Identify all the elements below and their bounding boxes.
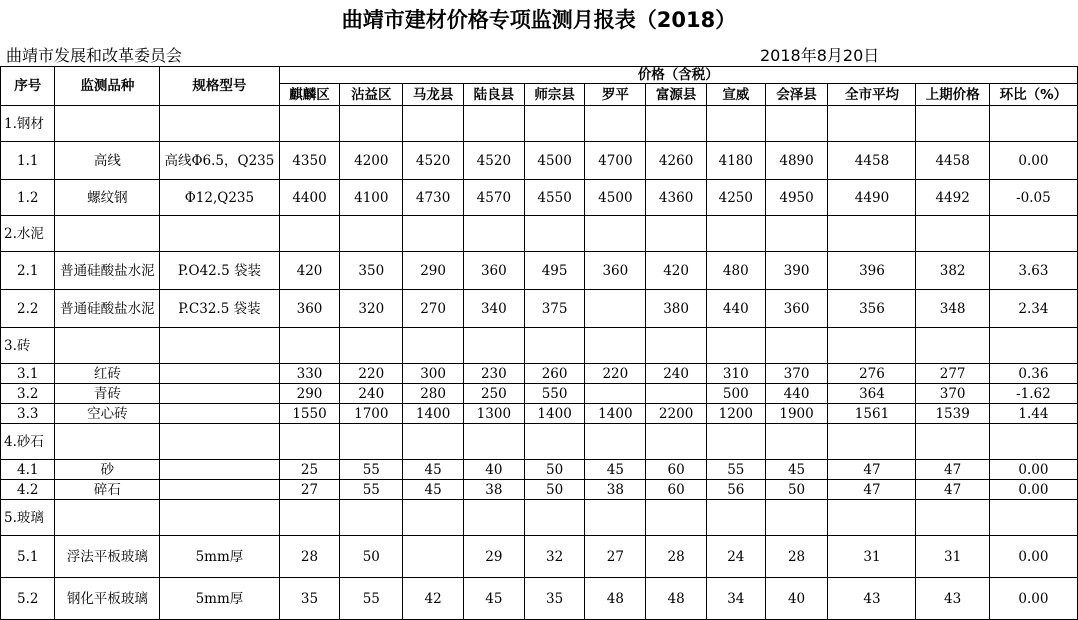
- table-row: [1, 460, 1078, 480]
- empty-cell: [646, 106, 707, 142]
- price-cell: 45: [403, 460, 464, 480]
- empty-cell: [160, 424, 279, 460]
- table-row: [1, 578, 1078, 620]
- header-region: 师宗县: [524, 84, 585, 106]
- price-cell: 60: [646, 480, 707, 500]
- item-cell: 碎石: [55, 480, 160, 500]
- empty-cell: [55, 424, 160, 460]
- empty-cell: [916, 106, 989, 142]
- empty-cell: [706, 106, 765, 142]
- price-cell: 280: [403, 384, 464, 404]
- item-cell: 砂: [55, 460, 160, 480]
- empty-cell: [340, 106, 403, 142]
- price-cell: 32: [524, 536, 585, 578]
- price-cell: 4350: [279, 142, 340, 180]
- header-region: 沾益区: [340, 84, 403, 106]
- empty-cell: [340, 216, 403, 252]
- mom-cell: 3.63: [989, 252, 1077, 290]
- prev-cell: 4458: [916, 142, 989, 180]
- table-row: [1, 480, 1078, 500]
- price-cell: 230: [463, 364, 524, 384]
- price-cell: [646, 384, 707, 404]
- empty-cell: [463, 106, 524, 142]
- spec-cell: Φ12,Q235: [160, 180, 279, 216]
- mom-cell: 0.00: [989, 578, 1077, 620]
- header-seq: 序号: [1, 67, 55, 106]
- empty-cell: [916, 328, 989, 364]
- empty-cell: [585, 328, 646, 364]
- price-cell: 28: [765, 536, 828, 578]
- price-cell: 45: [403, 480, 464, 500]
- price-cell: 4700: [585, 142, 646, 180]
- price-cell: 270: [403, 290, 464, 328]
- price-cell: 4180: [706, 142, 765, 180]
- price-cell: 48: [585, 578, 646, 620]
- spec-cell: P.C32.5 袋装: [160, 290, 279, 328]
- empty-cell: [463, 424, 524, 460]
- price-cell: 310: [706, 364, 765, 384]
- mom-cell: 0.00: [989, 536, 1077, 578]
- empty-cell: [916, 216, 989, 252]
- empty-cell: [989, 328, 1077, 364]
- category-label: 1.钢材: [1, 106, 55, 142]
- price-cell: 4200: [340, 142, 403, 180]
- prev-cell: 47: [916, 480, 989, 500]
- empty-cell: [463, 500, 524, 536]
- price-cell: 55: [340, 578, 403, 620]
- empty-cell: [828, 424, 916, 460]
- price-cell: 4500: [524, 142, 585, 180]
- empty-cell: [403, 106, 464, 142]
- header-prev: 上期价格: [916, 84, 989, 106]
- price-cell: 50: [765, 480, 828, 500]
- empty-cell: [916, 424, 989, 460]
- price-cell: 220: [585, 364, 646, 384]
- price-cell: 375: [524, 290, 585, 328]
- price-cell: 260: [524, 364, 585, 384]
- spec-cell: 高线Φ6.5，Q235: [160, 142, 279, 180]
- mom-cell: 0.00: [989, 460, 1077, 480]
- empty-cell: [706, 500, 765, 536]
- empty-cell: [160, 328, 279, 364]
- empty-cell: [403, 328, 464, 364]
- header-region: 会泽县: [765, 84, 828, 106]
- price-cell: 330: [279, 364, 340, 384]
- price-cell: 420: [646, 252, 707, 290]
- mom-cell: 2.34: [989, 290, 1077, 328]
- header-region: 富源县: [646, 84, 707, 106]
- price-cell: 4520: [403, 142, 464, 180]
- table-row: [1, 252, 1078, 290]
- empty-cell: [524, 216, 585, 252]
- table-row: [1, 180, 1078, 216]
- avg-cell: 1561: [828, 404, 916, 424]
- empty-cell: [524, 424, 585, 460]
- prev-cell: 370: [916, 384, 989, 404]
- empty-cell: [585, 106, 646, 142]
- seq-cell: 1.2: [1, 180, 55, 216]
- spec-cell: 5mm厚: [160, 578, 279, 620]
- price-cell: 55: [340, 460, 403, 480]
- price-cell: 4360: [646, 180, 707, 216]
- prev-cell: 47: [916, 460, 989, 480]
- empty-cell: [463, 216, 524, 252]
- price-cell: [403, 536, 464, 578]
- empty-cell: [646, 328, 707, 364]
- seq-cell: 4.1: [1, 460, 55, 480]
- price-cell: 35: [279, 578, 340, 620]
- header-region: 陆良县: [463, 84, 524, 106]
- spec-cell: [160, 404, 279, 424]
- empty-cell: [55, 216, 160, 252]
- prev-cell: 43: [916, 578, 989, 620]
- price-cell: 350: [340, 252, 403, 290]
- category-row: [1, 216, 1078, 252]
- seq-cell: 2.2: [1, 290, 55, 328]
- empty-cell: [828, 500, 916, 536]
- spec-cell: [160, 480, 279, 500]
- category-row: [1, 500, 1078, 536]
- seq-cell: 3.1: [1, 364, 55, 384]
- category-row: [1, 106, 1078, 142]
- table-row: [1, 404, 1078, 424]
- price-cell: [585, 290, 646, 328]
- empty-cell: [765, 106, 828, 142]
- empty-cell: [828, 106, 916, 142]
- prev-cell: 1539: [916, 404, 989, 424]
- price-cell: 1700: [340, 404, 403, 424]
- item-cell: 螺纹钢: [55, 180, 160, 216]
- price-cell: 4950: [765, 180, 828, 216]
- empty-cell: [989, 500, 1077, 536]
- header-item: 监测品种: [55, 67, 160, 106]
- avg-cell: 364: [828, 384, 916, 404]
- empty-cell: [340, 424, 403, 460]
- price-cell: 56: [706, 480, 765, 500]
- empty-cell: [160, 216, 279, 252]
- header-spec: 规格型号: [160, 67, 279, 106]
- seq-cell: 3.2: [1, 384, 55, 404]
- report-date: 2018年8月20日: [760, 46, 880, 65]
- category-label: 4.砂石: [1, 424, 55, 460]
- header-avg: 全市平均: [828, 84, 916, 106]
- price-cell: 48: [646, 578, 707, 620]
- organization-name: 曲靖市发展和改革委员会: [6, 46, 183, 65]
- item-cell: 红砖: [55, 364, 160, 384]
- price-cell: 24: [706, 536, 765, 578]
- empty-cell: [585, 216, 646, 252]
- category-label: 2.水泥: [1, 216, 55, 252]
- seq-cell: 2.1: [1, 252, 55, 290]
- table-row: [1, 290, 1078, 328]
- empty-cell: [765, 500, 828, 536]
- price-cell: 45: [585, 460, 646, 480]
- price-cell: 1400: [403, 404, 464, 424]
- category-row: [1, 328, 1078, 364]
- empty-cell: [279, 500, 340, 536]
- price-cell: 290: [279, 384, 340, 404]
- category-label: 5.玻璃: [1, 500, 55, 536]
- price-cell: 1400: [524, 404, 585, 424]
- empty-cell: [706, 216, 765, 252]
- price-cell: 240: [646, 364, 707, 384]
- empty-cell: [989, 424, 1077, 460]
- seq-cell: 5.1: [1, 536, 55, 578]
- prev-cell: 348: [916, 290, 989, 328]
- empty-cell: [585, 424, 646, 460]
- mom-cell: 0.36: [989, 364, 1077, 384]
- spec-cell: [160, 460, 279, 480]
- price-cell: 29: [463, 536, 524, 578]
- empty-cell: [160, 106, 279, 142]
- report-title: 曲靖市建材价格专项监测月报表（2018）: [341, 8, 737, 32]
- empty-cell: [765, 216, 828, 252]
- price-cell: 340: [463, 290, 524, 328]
- empty-cell: [765, 424, 828, 460]
- price-cell: 500: [706, 384, 765, 404]
- prev-cell: 277: [916, 364, 989, 384]
- price-cell: [585, 384, 646, 404]
- empty-cell: [55, 328, 160, 364]
- mom-cell: -0.05: [989, 180, 1077, 216]
- price-cell: 4250: [706, 180, 765, 216]
- price-cell: 480: [706, 252, 765, 290]
- avg-cell: 31: [828, 536, 916, 578]
- price-cell: 440: [706, 290, 765, 328]
- price-cell: 240: [340, 384, 403, 404]
- avg-cell: 47: [828, 460, 916, 480]
- price-cell: 320: [340, 290, 403, 328]
- price-cell: 290: [403, 252, 464, 290]
- price-cell: 2200: [646, 404, 707, 424]
- empty-cell: [646, 216, 707, 252]
- price-cell: 25: [279, 460, 340, 480]
- item-cell: 浮法平板玻璃: [55, 536, 160, 578]
- empty-cell: [916, 500, 989, 536]
- seq-cell: 3.3: [1, 404, 55, 424]
- spec-cell: 5mm厚: [160, 536, 279, 578]
- item-cell: 钢化平板玻璃: [55, 578, 160, 620]
- avg-cell: 4458: [828, 142, 916, 180]
- price-cell: 38: [585, 480, 646, 500]
- header-price-group: 价格（含税）: [279, 67, 1077, 84]
- price-cell: 42: [403, 578, 464, 620]
- empty-cell: [340, 328, 403, 364]
- price-cell: 440: [765, 384, 828, 404]
- price-cell: 50: [524, 480, 585, 500]
- price-cell: 250: [463, 384, 524, 404]
- item-cell: 空心砖: [55, 404, 160, 424]
- empty-cell: [585, 500, 646, 536]
- empty-cell: [706, 424, 765, 460]
- avg-cell: 396: [828, 252, 916, 290]
- empty-cell: [55, 106, 160, 142]
- price-cell: 28: [646, 536, 707, 578]
- price-cell: 360: [585, 252, 646, 290]
- price-cell: 550: [524, 384, 585, 404]
- price-cell: 390: [765, 252, 828, 290]
- spec-cell: [160, 384, 279, 404]
- empty-cell: [160, 500, 279, 536]
- mom-cell: 0.00: [989, 480, 1077, 500]
- item-cell: 青砖: [55, 384, 160, 404]
- avg-cell: 276: [828, 364, 916, 384]
- empty-cell: [828, 328, 916, 364]
- price-cell: 4570: [463, 180, 524, 216]
- price-cell: 27: [585, 536, 646, 578]
- price-cell: 360: [279, 290, 340, 328]
- mom-cell: -1.62: [989, 384, 1077, 404]
- price-cell: 370: [765, 364, 828, 384]
- empty-cell: [706, 328, 765, 364]
- price-cell: 1550: [279, 404, 340, 424]
- header-region: 马龙县: [403, 84, 464, 106]
- category-label: 3.砖: [1, 328, 55, 364]
- price-cell: 40: [463, 460, 524, 480]
- price-cell: 4260: [646, 142, 707, 180]
- table-row: [1, 384, 1078, 404]
- price-cell: 50: [524, 460, 585, 480]
- table-row: [1, 142, 1078, 180]
- empty-cell: [403, 500, 464, 536]
- empty-cell: [646, 500, 707, 536]
- empty-cell: [989, 106, 1077, 142]
- price-cell: 55: [706, 460, 765, 480]
- avg-cell: 43: [828, 578, 916, 620]
- category-row: [1, 424, 1078, 460]
- empty-cell: [524, 106, 585, 142]
- price-cell: 4520: [463, 142, 524, 180]
- price-cell: 40: [765, 578, 828, 620]
- prev-cell: 31: [916, 536, 989, 578]
- price-cell: 220: [340, 364, 403, 384]
- price-cell: 50: [340, 536, 403, 578]
- price-cell: 27: [279, 480, 340, 500]
- empty-cell: [279, 216, 340, 252]
- price-cell: 4400: [279, 180, 340, 216]
- prev-cell: 4492: [916, 180, 989, 216]
- item-cell: 普通硅酸盐水泥: [55, 252, 160, 290]
- price-cell: 4550: [524, 180, 585, 216]
- empty-cell: [55, 500, 160, 536]
- empty-cell: [646, 424, 707, 460]
- price-cell: 380: [646, 290, 707, 328]
- price-cell: 4500: [585, 180, 646, 216]
- empty-cell: [524, 328, 585, 364]
- price-cell: 35: [524, 578, 585, 620]
- price-cell: 4100: [340, 180, 403, 216]
- empty-cell: [279, 106, 340, 142]
- price-cell: 4730: [403, 180, 464, 216]
- price-cell: 60: [646, 460, 707, 480]
- price-cell: 360: [463, 252, 524, 290]
- price-cell: 55: [340, 480, 403, 500]
- table-row: [1, 536, 1078, 578]
- empty-cell: [279, 328, 340, 364]
- price-cell: 420: [279, 252, 340, 290]
- price-table: [0, 66, 1078, 620]
- seq-cell: 4.2: [1, 480, 55, 500]
- price-cell: 495: [524, 252, 585, 290]
- price-cell: 4890: [765, 142, 828, 180]
- header-region: 麒麟区: [279, 84, 340, 106]
- seq-cell: 1.1: [1, 142, 55, 180]
- table-row: [1, 364, 1078, 384]
- empty-cell: [463, 328, 524, 364]
- empty-cell: [279, 424, 340, 460]
- price-cell: 28: [279, 536, 340, 578]
- price-cell: 360: [765, 290, 828, 328]
- price-cell: 1300: [463, 404, 524, 424]
- item-cell: 普通硅酸盐水泥: [55, 290, 160, 328]
- empty-cell: [340, 500, 403, 536]
- empty-cell: [403, 424, 464, 460]
- empty-cell: [765, 328, 828, 364]
- empty-cell: [403, 216, 464, 252]
- prev-cell: 382: [916, 252, 989, 290]
- header-region: 宣威: [706, 84, 765, 106]
- mom-cell: 0.00: [989, 142, 1077, 180]
- seq-cell: 5.2: [1, 578, 55, 620]
- spec-cell: [160, 364, 279, 384]
- header-mom: 环比（%）: [989, 84, 1077, 106]
- item-cell: 高线: [55, 142, 160, 180]
- price-cell: 45: [463, 578, 524, 620]
- price-cell: 45: [765, 460, 828, 480]
- price-cell: 1200: [706, 404, 765, 424]
- empty-cell: [828, 216, 916, 252]
- mom-cell: 1.44: [989, 404, 1077, 424]
- avg-cell: 4490: [828, 180, 916, 216]
- price-cell: 38: [463, 480, 524, 500]
- price-cell: 34: [706, 578, 765, 620]
- price-cell: 1900: [765, 404, 828, 424]
- avg-cell: 356: [828, 290, 916, 328]
- avg-cell: 47: [828, 480, 916, 500]
- spec-cell: P.O42.5 袋装: [160, 252, 279, 290]
- price-cell: 300: [403, 364, 464, 384]
- price-cell: 1400: [585, 404, 646, 424]
- empty-cell: [524, 500, 585, 536]
- header-region: 罗平: [585, 84, 646, 106]
- empty-cell: [989, 216, 1077, 252]
